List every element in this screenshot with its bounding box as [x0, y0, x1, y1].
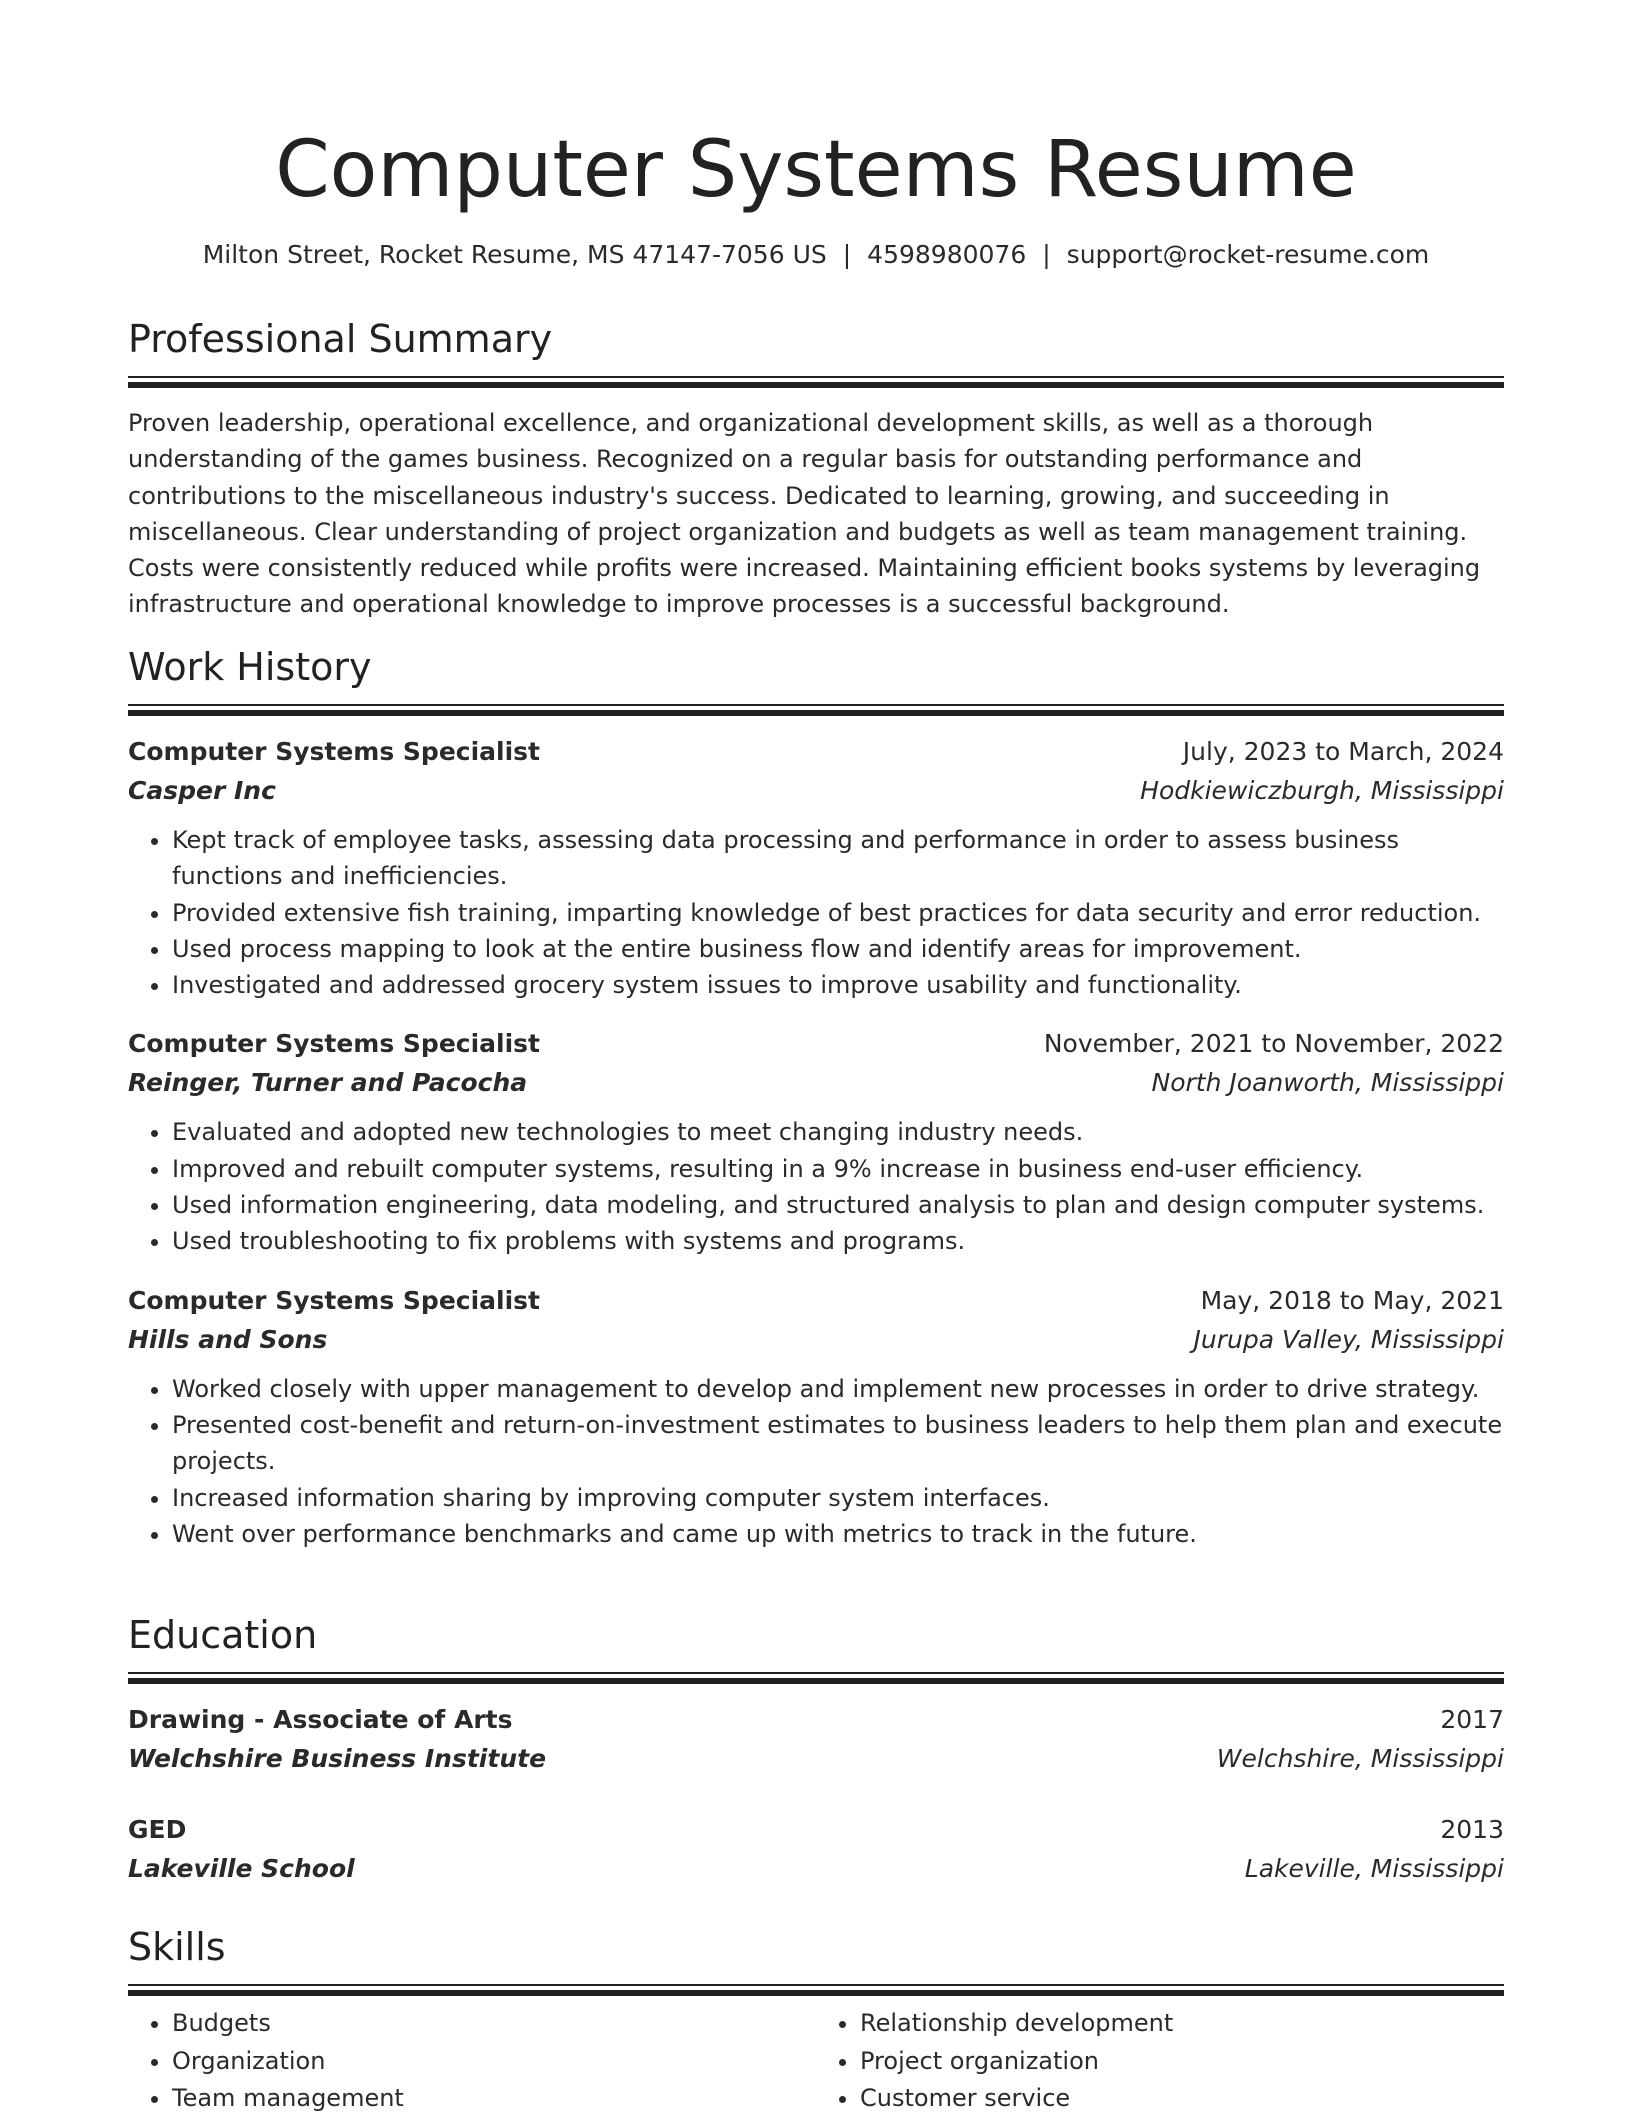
education-degree: Drawing - Associate of Arts [128, 1705, 513, 1734]
summary-text: Proven leadership, operational excellence, and organizational development skills, as well as a thorough understanding of the games business. Recognized on a regular basis for outstanding performance and contributions to the miscellaneous industry's success. Dedicated to learning, growing, and succeeding in miscellaneous. Clear understanding of project organization and budgets as well as team management training. Costs were consistently reduced while profits were increased. Maintaining efficient books systems by leveraging infrastructure and operational knowledge to improve processes is a successful background. [128, 409, 1481, 619]
job-title: Computer Systems Specialist [128, 1029, 541, 1059]
education-entry [128, 1700, 1504, 1778]
list-item: • Used troubleshooting to fix problems with systems and programs. [172, 1223, 1504, 1259]
work-history-heading: Work History [128, 645, 372, 689]
skills-columns [128, 2005, 1504, 2118]
list-item: • Went over performance benchmarks and came up with metrics to track in the future. [172, 1516, 1504, 1552]
skills-heading: Skills [128, 1925, 226, 1969]
job-bullets [128, 1114, 1504, 1259]
job-header-row [128, 1024, 1504, 1063]
resume-title: Computer Systems Resume [275, 125, 1357, 215]
contact-separator: | [842, 240, 852, 269]
list-item: • Kept track of employee tasks, assessing data processing and performance in order to assess business functions and inefficiencies. [172, 822, 1504, 895]
education-header-row [128, 1810, 1504, 1849]
list-item: • Presented cost-benefit and return-on-investment estimates to business leaders to help them plan and execute projects. [172, 1407, 1504, 1480]
job-header-row [128, 732, 1504, 771]
list-item: • Investigated and addressed grocery system issues to improve usability and functionality. [172, 967, 1504, 1003]
summary-heading: Professional Summary [128, 317, 553, 361]
contact-separator: | [1042, 240, 1051, 269]
section-divider [128, 1672, 1504, 1683]
job-entry [128, 732, 1504, 1003]
job-company: Casper Inc [128, 776, 276, 805]
job-dates: July, 2023 to March, 2024 [1182, 737, 1504, 766]
education-school: Welchshire Business Institute [128, 1744, 547, 1773]
skill-item: • Budgets [172, 2005, 816, 2043]
job-dates: May, 2018 to May, 2021 [1200, 1285, 1504, 1315]
job-company: Reinger, Turner and Pacocha [128, 1068, 528, 1098]
education-entry [128, 1810, 1504, 1888]
list-item: • Increased information sharing by improving computer system interfaces. [172, 1480, 1504, 1516]
education-heading: Education [128, 1613, 318, 1657]
job-location: North Joanworth, Mississippi [1151, 1068, 1504, 1098]
job-company: Hills and Sons [128, 1324, 328, 1354]
job-org-row [128, 1063, 1504, 1102]
skill-item: • Customer service [860, 2080, 1504, 2118]
job-location: Jurupa Valley, Mississippi [1193, 1324, 1504, 1354]
contact-address: Milton Street, Rocket Resume, MS 47147-7056 US [202, 240, 827, 269]
skills-section [128, 1922, 1504, 2118]
job-location: Hodkiewiczburgh, Mississippi [1140, 776, 1504, 805]
job-bullets [128, 1371, 1504, 1552]
education-year: 2013 [1440, 1815, 1504, 1844]
education-header-row [128, 1700, 1504, 1739]
job-header-row [128, 1281, 1504, 1320]
list-item: • Used process mapping to look at the entire business flow and identify areas for improvement. [172, 931, 1504, 967]
job-entry [128, 1024, 1504, 1259]
education-year: 2017 [1440, 1705, 1504, 1734]
list-item: • Evaluated and adopted new technologies to meet changing industry needs. [172, 1114, 1504, 1150]
contact-line [128, 237, 1504, 273]
section-divider [128, 704, 1504, 715]
skill-item: • Relationship development [860, 2005, 1504, 2043]
job-dates: November, 2021 to November, 2022 [1043, 1029, 1504, 1059]
list-item: • Provided extensive fish training, imparting knowledge of best practices for data security and error reduction. [172, 895, 1504, 931]
education-location: Lakeville, Mississippi [1244, 1854, 1504, 1883]
education-school-row [128, 1849, 1504, 1888]
list-item: • Worked closely with upper management to develop and implement new processes in order to drive strategy. [172, 1371, 1504, 1407]
job-org-row [128, 771, 1504, 810]
education-location: Welchshire, Mississippi [1216, 1744, 1504, 1773]
skills-list-left [128, 2005, 816, 2118]
section-divider [128, 376, 1504, 387]
list-item: • Used information engineering, data modeling, and structured analysis to plan and design computer systems. [172, 1187, 1504, 1223]
skill-item: • Organization [172, 2043, 816, 2081]
contact-phone: 4598980076 [867, 240, 1027, 269]
skills-list-right [816, 2005, 1504, 2118]
education-degree: GED [128, 1815, 187, 1844]
job-title: Computer Systems Specialist [128, 737, 541, 766]
work-history-section [128, 642, 1504, 1552]
job-title: Computer Systems Specialist [128, 1285, 541, 1315]
summary-section [128, 314, 1504, 623]
education-section [128, 1610, 1504, 1888]
skill-item: • Project organization [860, 2043, 1504, 2081]
list-item: • Improved and rebuilt computer systems, resulting in a 9% increase in business end-user efficiency. [172, 1151, 1504, 1187]
skill-item: • Team management [172, 2080, 816, 2118]
education-school-row [128, 1739, 1504, 1778]
job-bullets [128, 822, 1504, 1003]
contact-email: support@rocket-resume.com [1066, 240, 1430, 269]
section-divider [128, 1984, 1504, 1995]
education-school: Lakeville School [128, 1854, 355, 1883]
job-org-row [128, 1320, 1504, 1359]
job-entry [128, 1281, 1504, 1552]
